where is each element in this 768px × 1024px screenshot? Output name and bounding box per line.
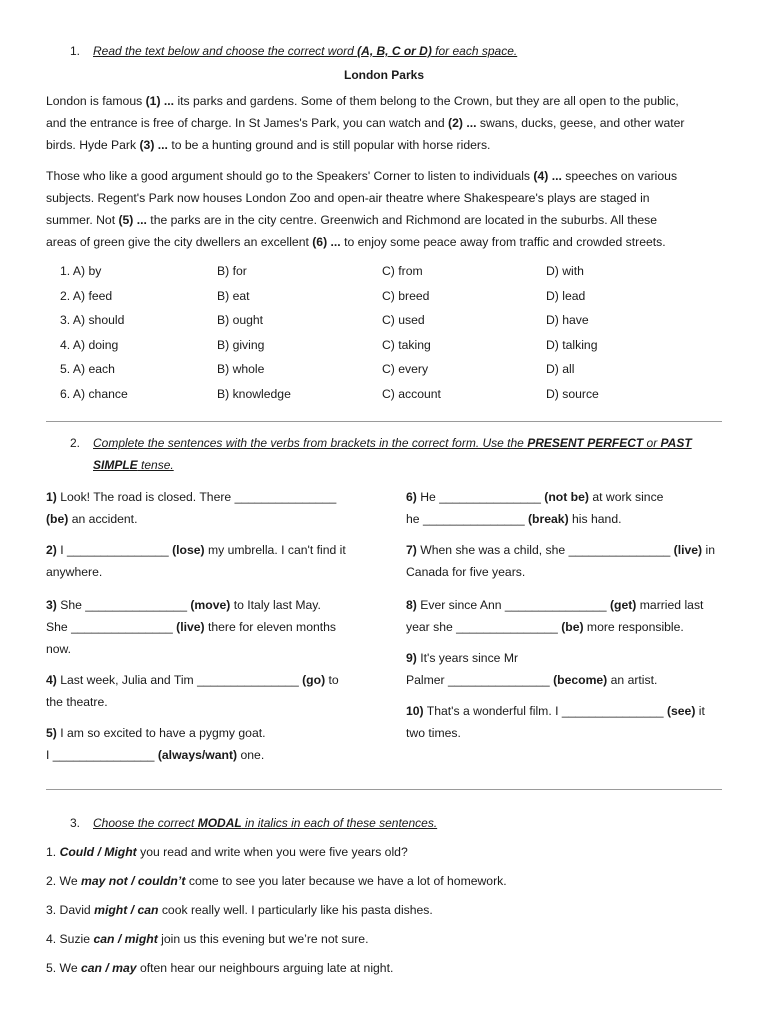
text-run: come to see you later because we have a lot of homework. <box>185 874 507 888</box>
text-run: 4. Suzie <box>46 932 94 946</box>
text-line <box>46 691 339 713</box>
text-run: to Italy last May. <box>230 598 321 612</box>
text-run: Those who like a good argument should go to the Speakers' Corner to listen to individuals <box>46 169 534 183</box>
option-choice: B) eat <box>217 288 250 303</box>
text-line <box>406 722 705 744</box>
text-run: Read the text below and choose the correct word <box>93 44 358 58</box>
text-run: PAST <box>660 436 692 450</box>
text-run: (1) ... <box>145 94 175 108</box>
text-run: birds. Hyde Park <box>46 138 140 152</box>
text-run: 6) <box>406 490 417 504</box>
option-choice: B) for <box>217 264 247 278</box>
text-run: 3) <box>46 598 57 612</box>
option-choice: C) used <box>382 313 425 327</box>
text-run: married last <box>636 598 704 612</box>
option-choice: C) account <box>382 386 441 401</box>
text-run: (be) <box>561 620 584 634</box>
option-choice: 4. A) doing <box>60 337 119 352</box>
text-run: 3. David <box>46 903 95 917</box>
option-choice: C) taking <box>382 337 431 352</box>
text-run: (get) <box>609 598 637 612</box>
text-run: to be a hunting ground and is still popular with horse riders. <box>167 138 491 152</box>
text-run: (always/want) <box>157 748 238 762</box>
text-run: He _______________ <box>416 490 545 504</box>
modal-sentence <box>46 930 368 948</box>
text-run: 2) <box>46 543 57 557</box>
text-line <box>46 486 336 508</box>
section-divider-2 <box>46 789 722 790</box>
option-choice: D) all <box>546 362 575 376</box>
exercise-sentence <box>46 594 336 660</box>
text-run: swans, ducks, geese, and other water <box>476 116 685 130</box>
text-run: I am so excited to have a pygmy goat. <box>56 726 266 740</box>
text-run: Palmer _______________ <box>406 673 554 687</box>
exercise-sentence <box>46 722 266 766</box>
text-run: 9) <box>406 651 417 665</box>
text-run: now. <box>46 642 72 656</box>
text-run: London is famous <box>46 94 146 108</box>
modal-sentence <box>46 959 393 977</box>
option-choice: D) source <box>546 386 599 401</box>
passage-paragraph-2 <box>46 165 726 253</box>
text-run: in italics in each of these sentences. <box>241 816 438 830</box>
text-run: 4) <box>46 673 57 687</box>
text-run: (A, B, C or D) <box>357 44 432 58</box>
text-run: 1) <box>46 490 57 504</box>
text-line <box>406 700 705 722</box>
text-run: (live) <box>673 543 703 557</box>
text-run: there for eleven months <box>204 620 337 634</box>
passage-paragraph-1 <box>46 90 726 156</box>
text-line <box>46 508 336 530</box>
text-run: for each space. <box>431 44 518 58</box>
exercise-sentence <box>406 647 657 691</box>
option-choice: D) talking <box>546 337 598 352</box>
section-divider-1 <box>46 421 722 422</box>
option-choice: C) from <box>382 264 423 278</box>
text-run: (see) <box>666 704 696 718</box>
text-run: Ever since Ann _______________ <box>416 598 610 612</box>
text-run: (3) ... <box>139 138 168 152</box>
text-run: PRESENT PERFECT <box>527 436 644 450</box>
text-line <box>46 187 726 209</box>
text-run: That's a wonderful film. I _______________ <box>423 704 667 718</box>
text-run: 7) <box>406 543 417 557</box>
text-line <box>46 112 726 134</box>
text-line <box>406 669 657 691</box>
section3-number: 3. <box>70 816 81 830</box>
text-run: (live) <box>176 620 205 634</box>
text-line <box>46 231 726 253</box>
text-run: (break) <box>528 512 569 526</box>
text-line <box>46 616 336 638</box>
text-run: (go) <box>302 673 326 687</box>
text-run: I _______________ <box>56 543 173 557</box>
exercise-sentence <box>46 539 346 583</box>
text-run: (not be) <box>544 490 589 504</box>
text-run: an artist. <box>607 673 658 687</box>
text-run: he _______________ <box>406 512 528 526</box>
text-line <box>406 647 657 669</box>
text-line <box>406 561 715 583</box>
option-choice: 1. A) by <box>60 264 102 278</box>
text-run: Last week, Julia and Tim _______________ <box>56 673 303 687</box>
option-choice: D) lead <box>546 288 586 303</box>
passage-title: London Parks <box>343 68 424 82</box>
text-run: an accident. <box>68 512 138 526</box>
text-run: She _______________ <box>46 620 177 634</box>
text-run: 10) <box>406 704 424 718</box>
option-choice: 6. A) chance <box>60 386 128 401</box>
option-choice: 2. A) feed <box>60 288 113 303</box>
text-run: you read and write when you were five years old? <box>136 845 408 859</box>
text-run: Canada for five years. <box>406 565 526 579</box>
section3-instruction-text <box>93 812 437 834</box>
section2-number: 2. <box>70 436 81 450</box>
modal-sentence <box>46 872 507 890</box>
text-run: When she was a child, she _______________ <box>416 543 674 557</box>
text-line <box>46 165 726 187</box>
text-run: She _______________ <box>56 598 191 612</box>
exercise-sentence <box>406 486 663 530</box>
text-run: join us this evening but we’re not sure. <box>157 932 369 946</box>
text-run: often hear our neighbours arguing late at night. <box>136 961 394 975</box>
section2-instruction-line1 <box>93 432 692 454</box>
text-run: the parks are in the city centre. Greenwich and Richmond are located in the suburbs. All these <box>146 213 658 227</box>
text-line <box>46 209 726 231</box>
text-run: may not / couldn’t <box>81 874 186 888</box>
exercise-sentence <box>406 594 703 638</box>
section1-number: 1. <box>70 44 81 58</box>
text-run: to enjoy some peace away from traffic and crowded streets. <box>340 235 666 249</box>
option-choice: B) whole <box>217 362 265 376</box>
text-line <box>46 539 346 561</box>
text-run: 5) <box>46 726 57 740</box>
text-run: cook really well. I particularly like his pasta dishes. <box>158 903 433 917</box>
option-choice: C) every <box>382 362 429 376</box>
text-run: and the entrance is free of charge. In St James's Park, you can watch and <box>46 116 449 130</box>
text-run: (6) ... <box>312 235 341 249</box>
text-run: it <box>695 704 705 718</box>
text-run: MODAL <box>197 816 242 830</box>
text-run: (be) <box>46 512 69 526</box>
text-run: (become) <box>553 673 608 687</box>
modal-sentence <box>46 901 433 919</box>
text-run: 2. We <box>46 874 81 888</box>
section2-instruction-line2 <box>93 454 174 476</box>
text-run: or <box>643 436 661 450</box>
text-run: can / might <box>93 932 158 946</box>
text-line <box>46 594 336 616</box>
text-line <box>46 638 336 660</box>
text-run: SIMPLE <box>93 458 138 472</box>
text-line <box>46 744 266 766</box>
text-run: 8) <box>406 598 417 612</box>
text-line <box>46 134 726 156</box>
text-run: the theatre. <box>46 695 108 709</box>
option-choice: 3. A) should <box>60 313 125 327</box>
section1-instruction-text <box>93 40 517 62</box>
text-run: year she _______________ <box>406 620 562 634</box>
exercise-sentence <box>46 486 336 530</box>
text-run: at work since <box>588 490 664 504</box>
text-run: its parks and gardens. Some of them belong to the Crown, but they are all open to the public, <box>174 94 679 108</box>
text-line <box>406 508 663 530</box>
text-run: 5. We <box>46 961 81 975</box>
text-run: (2) ... <box>448 116 477 130</box>
text-run: anywhere. <box>46 565 103 579</box>
text-run: summer. Not <box>46 213 119 227</box>
text-line <box>406 616 703 638</box>
text-run: Look! The road is closed. There _______________ <box>56 490 337 504</box>
text-run: more responsible. <box>583 620 684 634</box>
text-run: might / can <box>94 903 159 917</box>
option-choice: D) with <box>546 264 584 278</box>
text-run: can / may <box>81 961 137 975</box>
exercise-sentence <box>406 700 705 744</box>
text-line <box>46 669 339 691</box>
modal-sentence <box>46 843 408 861</box>
text-run: 1. <box>46 845 60 859</box>
text-line <box>46 90 726 112</box>
text-line <box>406 486 663 508</box>
text-run: areas of green give the city dwellers an excellent <box>46 235 313 249</box>
text-run: in <box>702 543 715 557</box>
text-run: his hand. <box>568 512 622 526</box>
text-run: Choose the correct <box>93 816 198 830</box>
text-run: (lose) <box>172 543 205 557</box>
text-run: (move) <box>190 598 231 612</box>
text-run: (5) ... <box>118 213 147 227</box>
exercise-sentence <box>406 539 715 583</box>
text-line <box>46 561 346 583</box>
text-run: speeches on various <box>561 169 678 183</box>
text-run: my umbrella. I can't find it <box>204 543 346 557</box>
option-choice: 5. A) each <box>60 362 115 376</box>
exercise-sentence <box>46 669 339 713</box>
text-line <box>406 594 703 616</box>
text-run: (4) ... <box>533 169 562 183</box>
text-run: one. <box>237 748 265 762</box>
option-choice: B) ought <box>217 313 264 327</box>
option-choice: D) have <box>546 313 589 327</box>
text-run: Could / Might <box>59 845 137 859</box>
option-choice: B) knowledge <box>217 386 291 401</box>
text-run: tense. <box>137 458 174 472</box>
text-run: two times. <box>406 726 461 740</box>
text-run: subjects. Regent's Park now houses London Zoo and open-air theatre where Shakespeare's plays are staged in <box>46 191 650 205</box>
text-run: to <box>325 673 339 687</box>
text-run: I _______________ <box>46 748 158 762</box>
text-run: Complete the sentences with the verbs from brackets in the correct form. Use the <box>93 436 528 450</box>
option-choice: C) breed <box>382 288 430 303</box>
text-line <box>406 539 715 561</box>
text-line <box>46 722 266 744</box>
option-choice: B) giving <box>217 337 265 352</box>
text-run: It's years since Mr <box>416 651 519 665</box>
